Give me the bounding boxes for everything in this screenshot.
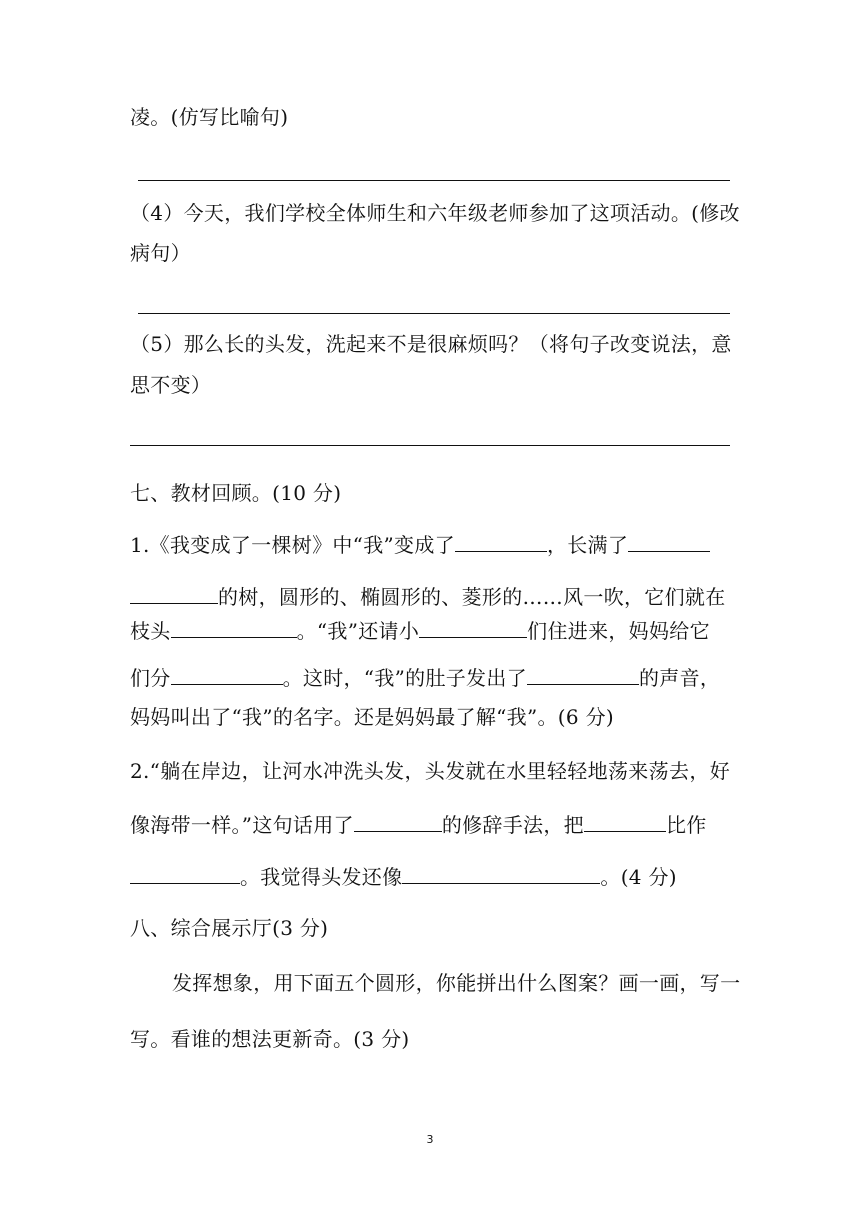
question-5-line-2: 思不变） xyxy=(130,373,212,397)
q1-line-1 xyxy=(130,528,730,562)
fill-blank[interactable] xyxy=(584,809,666,832)
q1-text-d3: 们住进来，妈妈给它 xyxy=(527,619,710,643)
q1-line-4 xyxy=(130,661,730,695)
fill-blank[interactable] xyxy=(527,662,639,685)
question-5-line-1: （5）那么长的头发，洗起来不是很麻烦吗？（将句子改变说法，意 xyxy=(130,332,732,356)
section-7-heading: 七、教材回顾。(10 分) xyxy=(130,481,342,505)
answer-line-5[interactable] xyxy=(130,445,730,446)
q1-line-5: 妈妈叫出了“我”的名字。还是妈妈最了解“我”。(6 分) xyxy=(130,705,614,729)
q1-text-b: ，长满了 xyxy=(546,533,629,557)
q2-line-1: 2.“躺在岸边，让河水冲洗头发，头发就在水里轻轻地荡来荡去，好 xyxy=(130,759,730,783)
fill-blank[interactable] xyxy=(455,529,547,552)
q1-text-e3: 的声音， xyxy=(638,666,721,690)
simile-instruction-line: 凌。(仿写比喻句) xyxy=(130,105,289,129)
answer-line-4[interactable] xyxy=(138,313,730,314)
q1-text-a: 1.《我变成了一棵树》中“我”变成了 xyxy=(130,533,455,557)
fill-blank[interactable] xyxy=(130,861,240,884)
q1-line-2 xyxy=(130,580,730,614)
fill-blank[interactable] xyxy=(130,581,218,604)
page-number: 3 xyxy=(426,1133,434,1146)
section-8-paragraph-line-1: 发挥想象，用下面五个圆形，你能拼出什么图案？画一画，写一 xyxy=(172,971,741,995)
q2-text-b2: 的修辞手法，把 xyxy=(441,813,584,837)
q2-line-3 xyxy=(130,860,730,894)
question-4-line-2: 病句） xyxy=(130,241,191,265)
section-8-heading: 八、综合展示厅(3 分) xyxy=(130,916,329,940)
q2-text-c2: 。(4 分) xyxy=(600,865,677,889)
question-4-line-1: （4）今天，我们学校全体师生和六年级老师参加了这项活动。(修改 xyxy=(130,201,740,225)
fill-blank[interactable] xyxy=(628,529,710,552)
fill-blank[interactable] xyxy=(419,615,527,638)
q2-line-2 xyxy=(130,808,730,842)
q1-line-3 xyxy=(130,614,730,648)
q1-text-d1: 枝头 xyxy=(130,619,171,643)
q2-text-b3: 比作 xyxy=(665,813,707,837)
answer-line-3[interactable] xyxy=(138,180,730,181)
q1-text-e2: 。这时，“我”的肚子发出了 xyxy=(282,666,527,690)
fill-blank[interactable] xyxy=(171,615,297,638)
q2-text-b1: 像海带一样。”这句话用了 xyxy=(130,813,354,837)
section-8-paragraph-line-2: 写。看谁的想法更新奇。(3 分) xyxy=(130,1027,410,1051)
q1-text-c: 的树，圆形的、椭圆形的、菱形的……风一吹，它们就在 xyxy=(218,585,726,609)
fill-blank[interactable] xyxy=(171,662,283,685)
q1-text-e1: 们分 xyxy=(130,666,171,690)
fill-blank[interactable] xyxy=(354,809,442,832)
q2-text-c1: 。我觉得头发还像 xyxy=(240,865,403,889)
q1-text-d2: 。“我”还请小 xyxy=(296,619,420,643)
fill-blank[interactable] xyxy=(402,861,600,884)
